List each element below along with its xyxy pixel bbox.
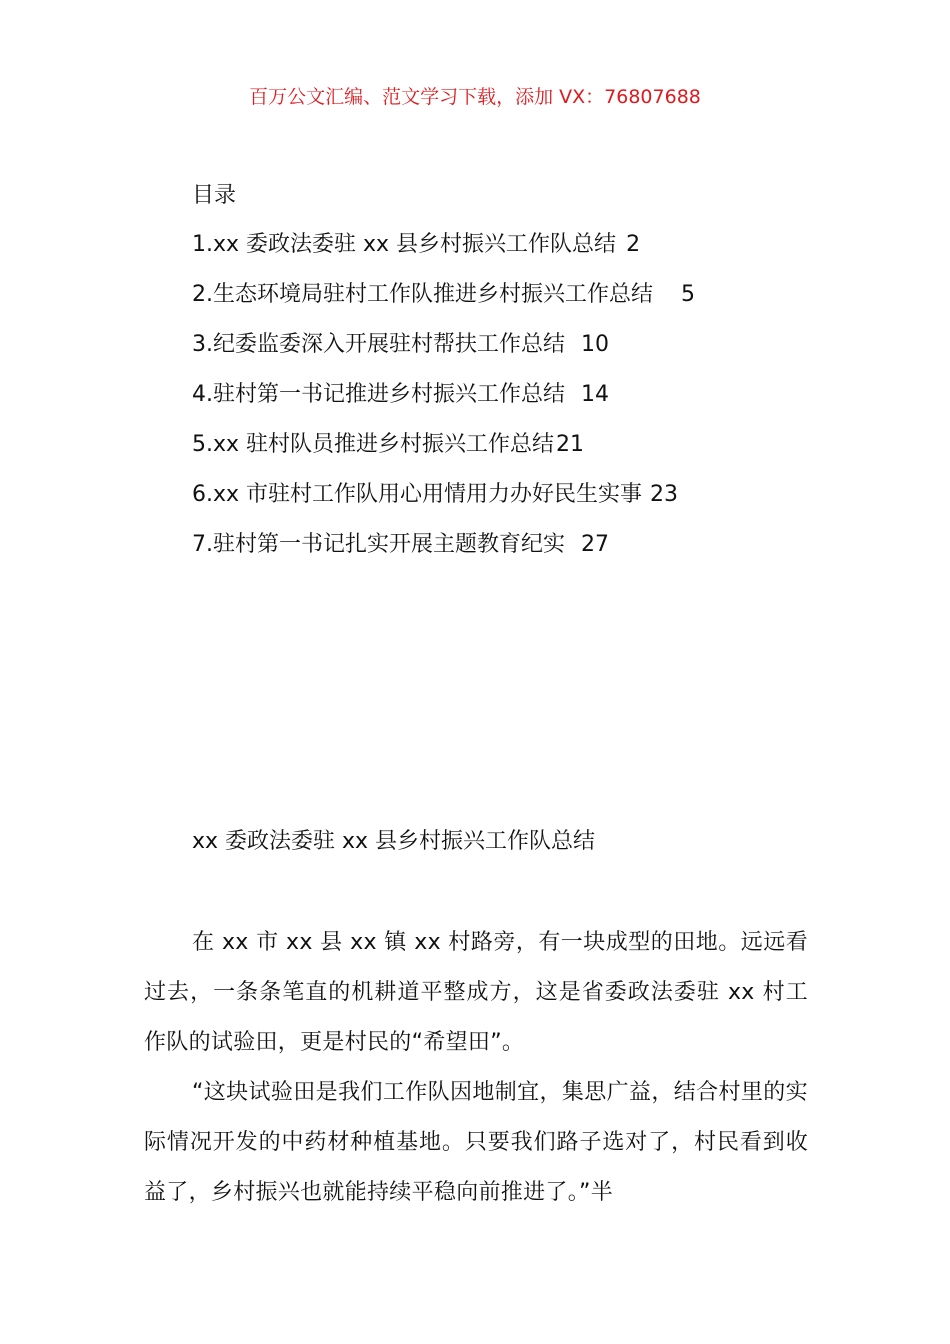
toc-item-label: 6.xx 市驻村工作队用心用情用力办好民生实事 <box>192 482 643 507</box>
toc-item-label: 3.纪委监委深入开展驻村帮扶工作总结 <box>192 332 565 357</box>
toc-item-page: 2 <box>626 232 641 257</box>
toc-item-page: 27 <box>581 532 609 557</box>
toc-item-3[interactable] <box>192 330 812 380</box>
toc-item-label: 4.驻村第一书记推进乡村振兴工作总结 <box>192 382 565 407</box>
toc-item-page: 10 <box>581 332 609 357</box>
toc-item-label: 1.xx 委政法委驻 xx 县乡村振兴工作队总结 <box>192 232 617 257</box>
toc-item-6[interactable] <box>192 480 812 530</box>
toc-item-1[interactable] <box>192 230 812 280</box>
table-of-contents <box>192 230 812 580</box>
toc-item-page: 21 <box>556 432 585 457</box>
article-title: xx 委政法委驻 xx 县乡村振兴工作队总结 <box>192 829 596 854</box>
toc-item-page: 14 <box>581 382 609 407</box>
toc-title: 目录 <box>192 183 237 208</box>
toc-item-label: 7.驻村第一书记扎实开展主题教育纪实 <box>192 532 565 557</box>
toc-item-2[interactable] <box>192 280 812 330</box>
article-paragraph-2: “这块试验田是我们工作队因地制宜，集思广益，结合村里的实际情况开发的中药材种植基地。只要我们路子选对了，村民看到收益了，乡村振兴也就能持续平稳向前推进了。”半 <box>144 1080 808 1205</box>
toc-item-label: 5.xx 驻村队员推进乡村振兴工作总结 <box>192 432 555 457</box>
header-banner: 百万公文汇编、范文学习下载，添加 VX：76807688 <box>249 86 701 108</box>
toc-item-label: 2.生态环境局驻村工作队推进乡村振兴工作总结 <box>192 282 653 307</box>
toc-item-7[interactable] <box>192 530 812 580</box>
toc-item-4[interactable] <box>192 380 812 430</box>
toc-item-5[interactable] <box>192 430 812 480</box>
article-paragraph-1: 在 xx 市 xx 县 xx 镇 xx 村路旁，有一块成型的田地。远远看过去，一条条笔直的机耕道平整成方，这是省委政法委驻 xx 村工作队的试验田，更是村民的“希望田”。 <box>144 930 808 1055</box>
article-body <box>144 918 808 1218</box>
toc-item-page: 5 <box>681 282 695 307</box>
toc-item-page: 23 <box>650 482 679 507</box>
